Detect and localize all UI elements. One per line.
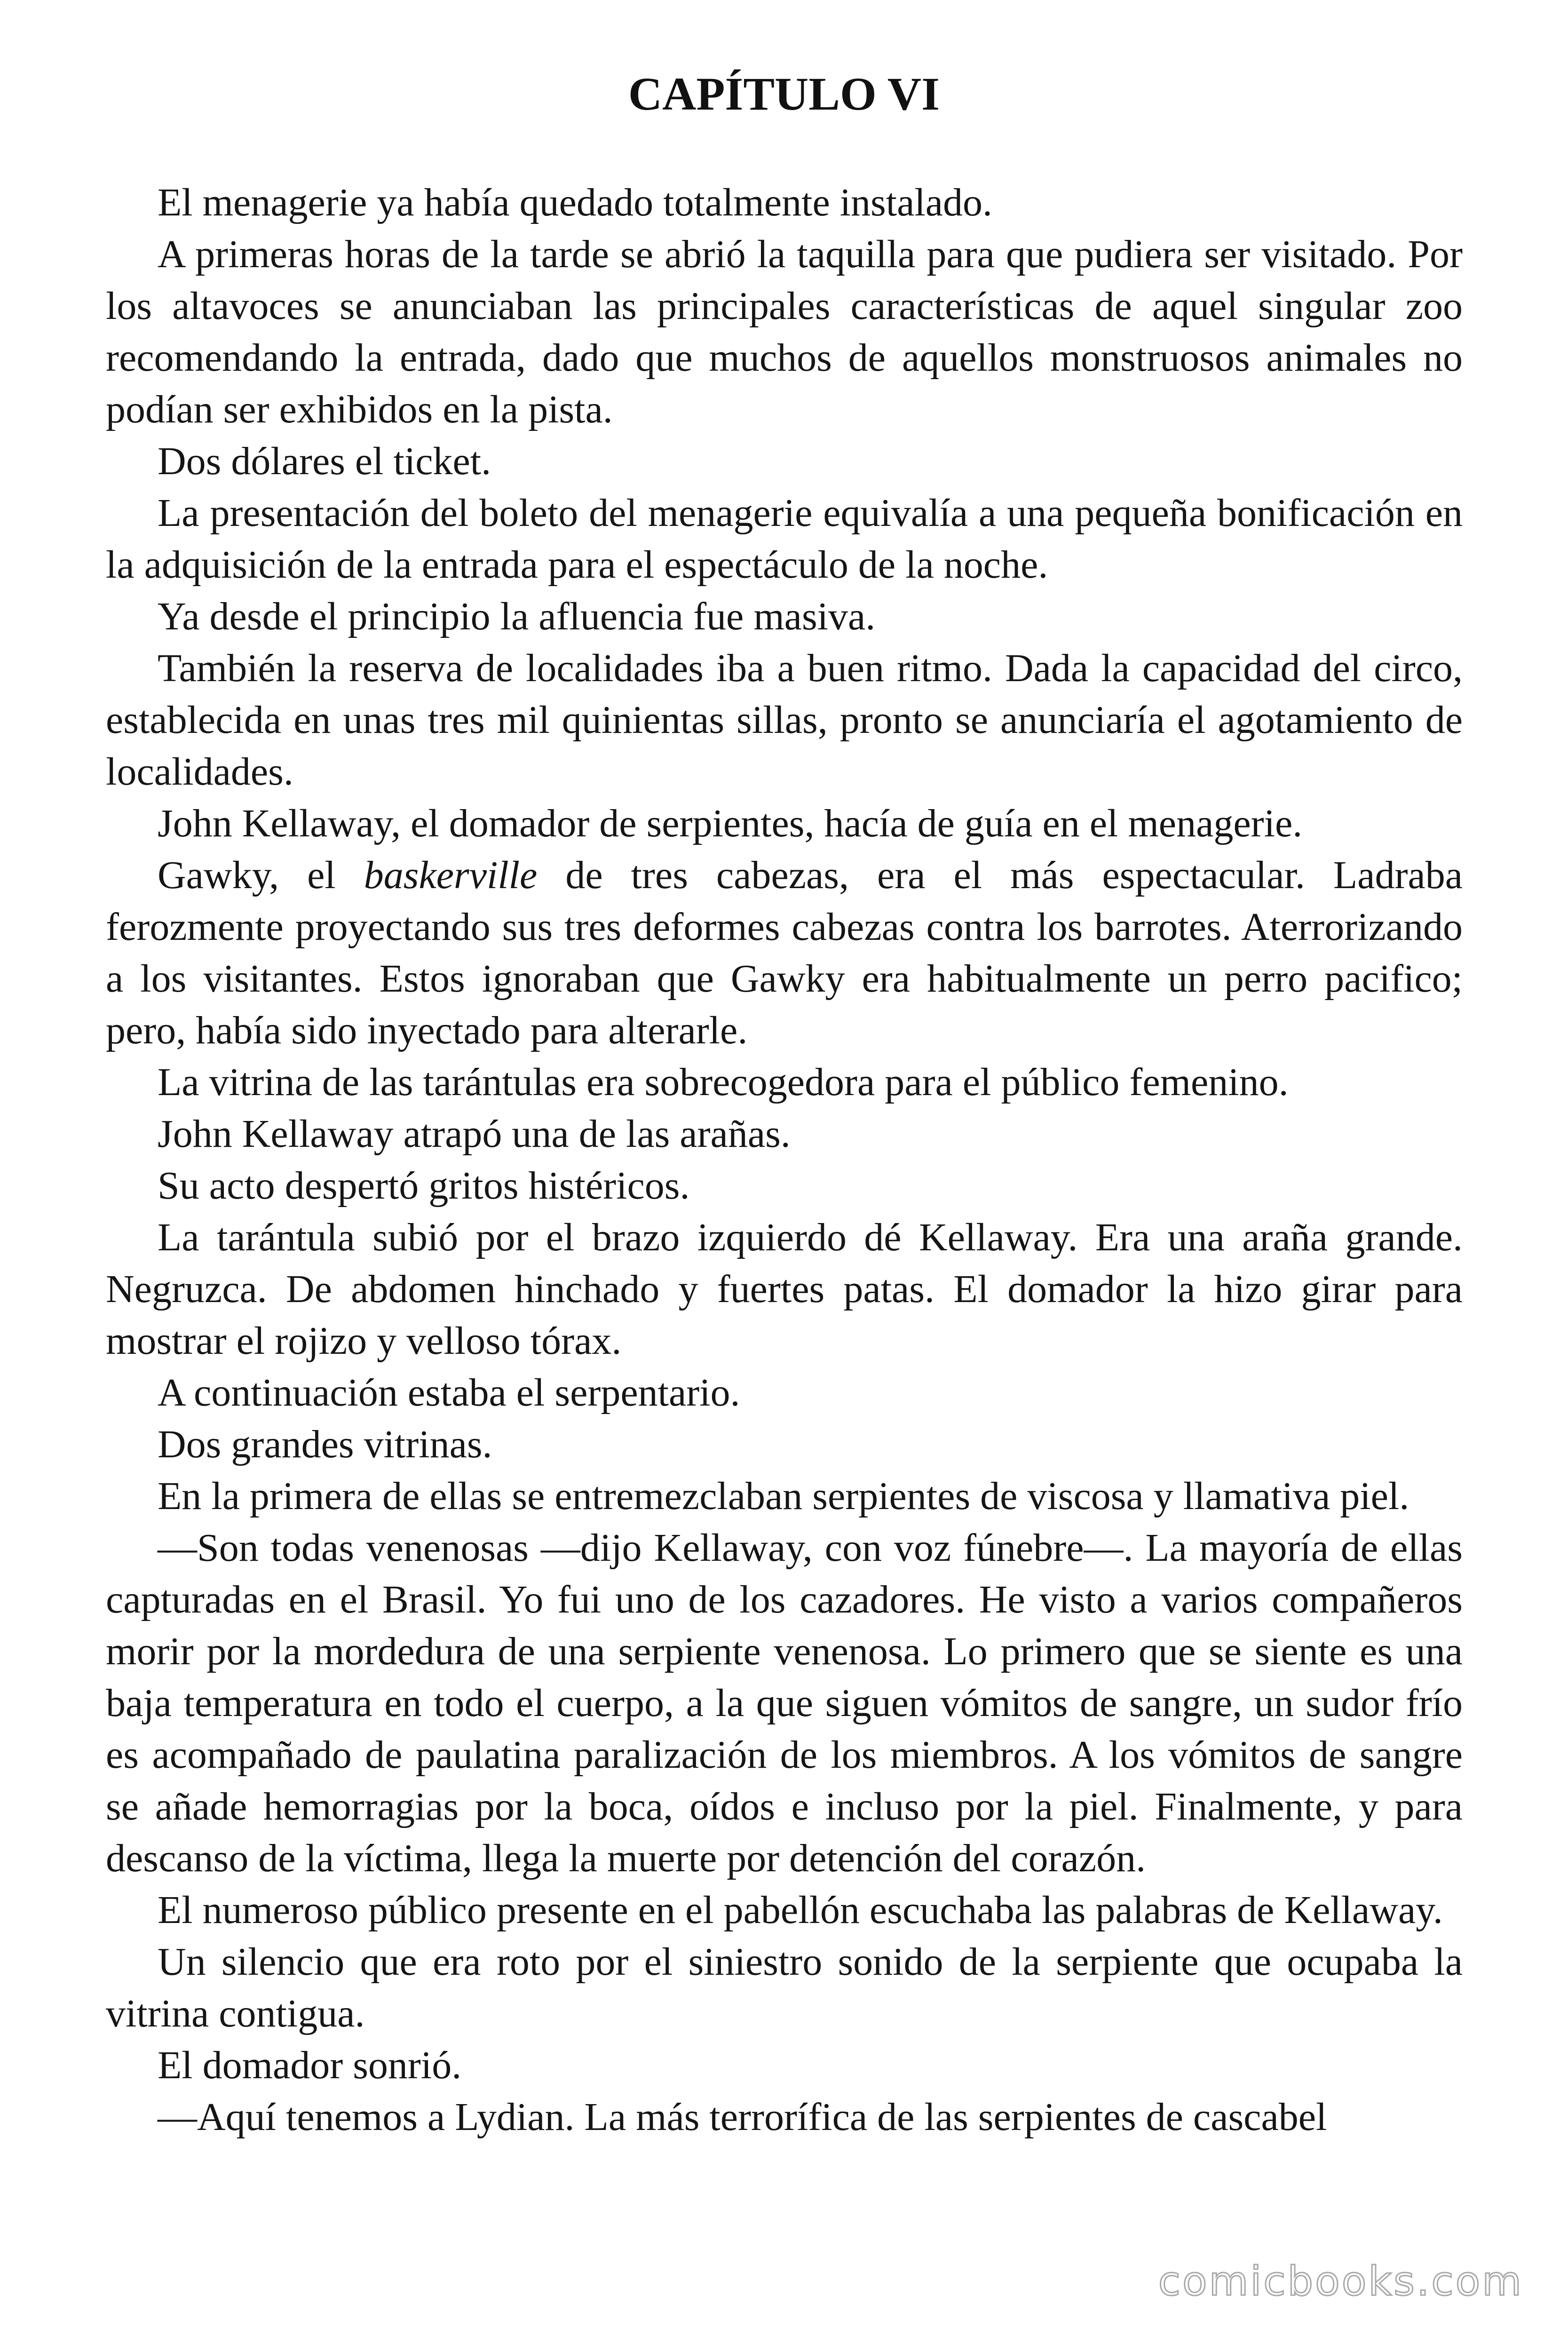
- paragraph: Ya desde el principio la afluencia fue masiva.: [158, 595, 876, 638]
- italic-term: baskerville: [364, 853, 538, 897]
- paragraph: A continuación estaba el serpentario.: [158, 1371, 740, 1414]
- paragraph: También la reserva de localidades iba a buen ritmo. Dada la capacidad del circo, establecida en unas tres mil quinientas sillas, pronto se anunciaría el agotamiento de localidades.: [106, 646, 1463, 794]
- watermark: comicbooks.com: [1158, 2258, 1523, 2305]
- paragraph: —Aquí tenemos a Lydian. La más terrorífica de las serpientes de cascabel: [158, 2095, 1327, 2139]
- paragraph: Dos dólares el ticket.: [158, 439, 491, 483]
- paragraph: El numeroso público presente en el pabellón escuchaba las palabras de Kellaway.: [158, 1888, 1443, 1932]
- paragraph: Su acto despertó gritos histéricos.: [158, 1164, 690, 1208]
- paragraph-text: de tres cabezas, era el más espectacular. Ladraba ferozmente proyectando sus tres deformes cabezas contra los barrotes. Aterrorizando a los visitantes. Estos ignoraban que Gawky era habitualmente un perro pacifico; pero, había sido inyectado para alterarle.: [106, 853, 1463, 1052]
- paragraph-text: Gawky, el: [158, 853, 364, 897]
- paragraph: Dos grandes vitrinas.: [158, 1422, 492, 1466]
- paragraph: —Son todas venenosas —dijo Kellaway, con voz fúnebre—. La mayoría de ellas capturadas en el Brasil. Yo fui uno de los cazadores. He visto a varios compañeros morir por la mordedura de una serpiente venenosa. Lo primero que se siente es una baja temperatura en todo el cuerpo, a la que siguen vómitos de sangre, un sudor frío es acompañado de paulatina paralización de los miembros. A los vómitos de sangre se añade hemorragias por la boca, oídos e incluso por la piel. Finalmente, y para descanso de la víctima, llega la muerte por detención del corazón.: [106, 1526, 1463, 1880]
- paragraph: John Kellaway atrapó una de las arañas.: [158, 1112, 791, 1156]
- paragraph: En la primera de ellas se entremezclaban serpientes de viscosa y llamativa piel.: [158, 1474, 1410, 1518]
- paragraph: John Kellaway, el domador de serpientes, hacía de guía en el menagerie.: [158, 802, 1303, 845]
- paragraph: La tarántula subió por el brazo izquierdo dé Kellaway. Era una araña grande. Negruzca. De abdomen hinchado y fuertes patas. El domador la hizo girar para mostrar el rojizo y velloso tórax.: [106, 1216, 1463, 1363]
- chapter-title: CAPÍTULO VI: [628, 68, 940, 120]
- paragraph: El domador sonrió.: [158, 2043, 462, 2087]
- paragraph: La vitrina de las tarántulas era sobrecogedora para el público femenino.: [158, 1060, 1289, 1104]
- paragraph: Un silencio que era roto por el siniestro sonido de la serpiente que ocupaba la vitrina contigua.: [106, 1940, 1463, 2035]
- chapter-body: [106, 177, 1463, 2143]
- paragraph: [106, 850, 1463, 1057]
- paragraph: A primeras horas de la tarde se abrió la taquilla para que pudiera ser visitado. Por los altavoces se anunciaban las principales características de aquel singular zoo recomendando la entrada, dado que muchos de aquellos monstruosos animales no podían ser exhibidos en la pista.: [106, 232, 1463, 431]
- paragraph: El menagerie ya había quedado totalmente instalado.: [158, 181, 992, 224]
- paragraph: La presentación del boleto del menagerie equivalía a una pequeña bonificación en la adquisición de la entrada para el espectáculo de la noche.: [106, 491, 1463, 587]
